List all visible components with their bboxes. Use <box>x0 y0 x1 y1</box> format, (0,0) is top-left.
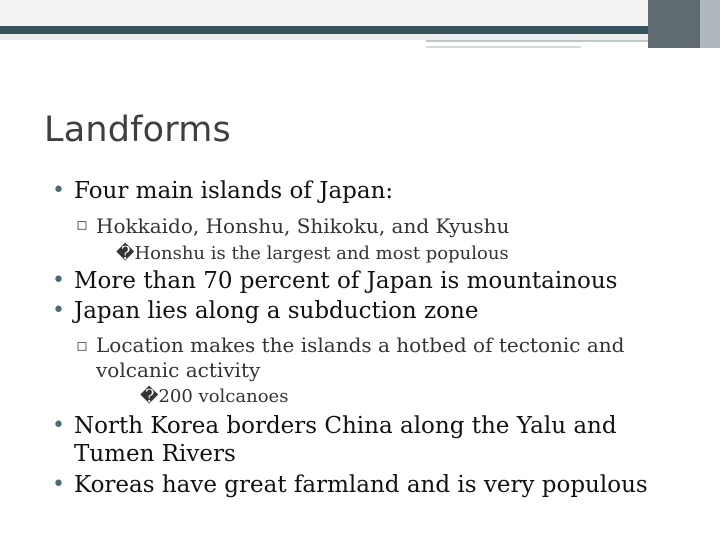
sub-bullet-text: Hokkaido, Honshu, Shikoku, and Kyushu <box>96 214 510 238</box>
header-band <box>0 0 720 48</box>
sub-sub-bullet-volcanoes <box>140 386 288 407</box>
header-corner-strip <box>700 0 720 48</box>
bullet-marker: • <box>52 413 65 438</box>
bullet-marker: • <box>52 472 65 497</box>
sub-bullet-tectonic <box>76 333 624 383</box>
bullet-text: More than 70 percent of Japan is mountainous <box>74 268 618 294</box>
bullet-mountainous <box>52 268 617 294</box>
bullet-text-line1: North Korea borders China along the Yalu and <box>74 413 617 439</box>
sub-bullet-marker: ▫ <box>76 335 89 356</box>
bullet-marker: • <box>52 298 65 323</box>
bullet-text: Japan lies along a subduction zone <box>74 298 479 324</box>
bullet-north-korea <box>52 412 617 468</box>
bullet-koreas <box>52 472 648 498</box>
sub-sub-bullet-text: �Honshu is the largest and most populous <box>116 243 509 264</box>
bullet-marker: • <box>52 268 65 293</box>
bullet-text-line2: Tumen Rivers <box>74 441 236 467</box>
sub-bullet-island-names <box>76 214 509 238</box>
header-rule-short <box>426 46 581 48</box>
bullet-subduction <box>52 298 478 324</box>
sub-sub-bullet-text: �200 volcanoes <box>140 386 289 407</box>
sub-bullet-text-line2: volcanic activity <box>96 358 261 382</box>
header-corner-block <box>648 0 700 48</box>
sub-bullet-marker: ▫ <box>76 214 89 235</box>
sub-bullet-text-line1: Location makes the islands a hotbed of tectonic and <box>96 333 625 357</box>
bullet-text: Four main islands of Japan: <box>74 178 394 204</box>
header-band-light <box>0 0 720 26</box>
bullet-islands <box>52 178 393 204</box>
slide-title: Landforms <box>44 110 231 150</box>
bullet-text: Koreas have great farmland and is very populous <box>74 472 648 498</box>
sub-sub-bullet-honshu <box>116 243 509 264</box>
header-band-dark <box>0 26 720 34</box>
bullet-marker: • <box>52 178 65 203</box>
